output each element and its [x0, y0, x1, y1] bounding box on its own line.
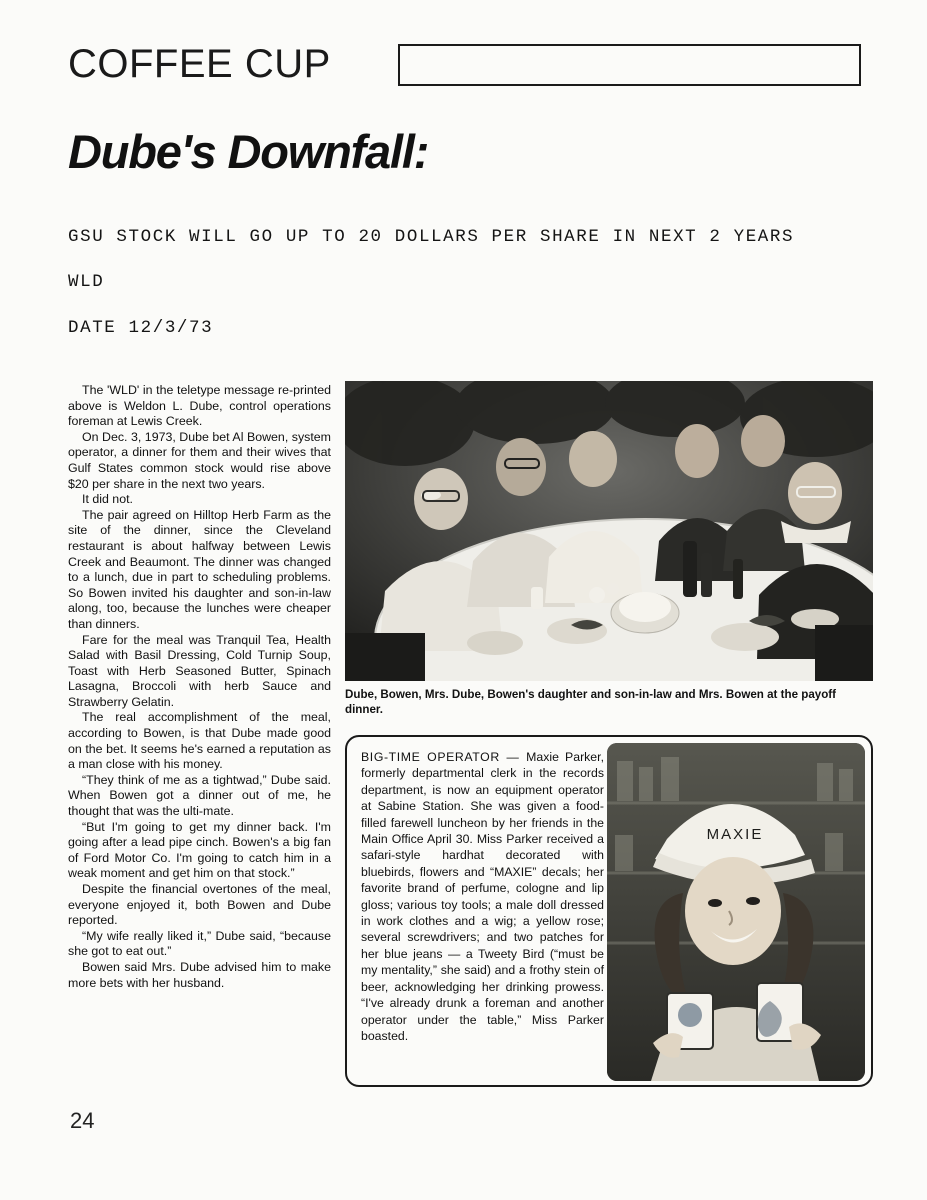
maxie-parker-photograph — [607, 743, 865, 1081]
teletype-line-3: DATE 12/3/73 — [68, 317, 214, 338]
article-paragraph: Despite the financial overtones of the meal, everyone enjoyed it, both Bowen and Dube reported. — [68, 882, 331, 928]
article-paragraph: Fare for the meal was Tranquil Tea, Health Salad with Basil Dressing, Cold Turnip Soup, Toast with Herb Seasoned Butter, Spinach Lasagna, Broccoli with herb Sauce and Strawberry Gelatin. — [68, 632, 331, 709]
masthead-banner-rule-icon — [398, 44, 861, 86]
boxed-sidebar-item — [345, 735, 873, 1087]
article-paragraph: “But I'm going to get my dinner back. I'm going after a lead pipe cinch. Bowen's a big fan of Ford Motor Co. I'm going to catch him in a weak moment and get him on that stock.” — [68, 819, 331, 881]
article-paragraph: “My wife really liked it,” Dube said, “because she got to eat out.” — [68, 928, 331, 959]
article-body-column — [68, 383, 331, 991]
article-headline: Dube's Downfall: — [68, 125, 429, 178]
svg-text:MAXIE: MAXIE — [706, 826, 764, 843]
boxed-item-body: Maxie Parker, formerly departmental clerk in the records department, is now an equipment operator at Sabine Station. She was given a food-filled farewell luncheon by her friends in the Main Office April 30. Miss Parker received a safari-style hardhat decorated with bluebirds, flowers and “MAXIE” decals; her favorite brand of perfume, cologne and lip gloss; various toy tools; a male doll dressed in work clothes and a wig; a yellow rose; several screwdrivers; and two patches for her blue jeans — a Tweety Bird (“must be my mentality,” she said) and a frothy stein of beer, acknowledging her drinking prowess. “I've already drunk a foreman and another operator under the table,” Miss Parker boasted. — [361, 750, 604, 1043]
teletype-line-1: GSU STOCK WILL GO UP TO 20 DOLLARS PER SHARE IN NEXT 2 YEARS — [68, 227, 795, 247]
teletype-message — [68, 228, 868, 338]
boxed-item-lead-in: BIG-TIME OPERATOR — — [361, 750, 527, 764]
article-paragraph: Bowen said Mrs. Dube advised him to make more bets with her husband. — [68, 959, 331, 990]
photo-caption: Dube, Bowen, Mrs. Dube, Bowen's daughter and son-in-law and Mrs. Bowen at the payoff dinner. — [345, 688, 837, 716]
teletype-line-2: WLD — [68, 272, 105, 293]
article-paragraph: On Dec. 3, 1973, Dube bet Al Bowen, system operator, a dinner for them and their wives that Gulf States common stock would rise above $20 per share in the next two years. — [68, 429, 331, 491]
masthead-title: COFFEE CUP — [68, 42, 331, 86]
boxed-item-text — [361, 749, 604, 1044]
article-paragraph: The 'WLD' in the teletype message re-printed above is Weldon L. Dube, control operations foreman at Lewis Creek. — [68, 383, 331, 429]
payoff-dinner-photograph — [345, 381, 873, 681]
article-paragraph: The pair agreed on Hilltop Herb Farm as the site of the dinner, since the Cleveland restaurant is about halfway between Lewis Creek and Beaumont. The dinner was changed to a lunch, due in part to scheduling problems. So Bowen invited his daughter and son-in-law along, too, because the lunches were cheaper than dinners. — [68, 507, 331, 631]
article-paragraph: The real accomplishment of the meal, according to Bowen, is that Dube made good on the bet. It seems he's earned a reputation as a man close with his money. — [68, 710, 331, 772]
masthead — [68, 40, 868, 96]
page-number: 24 — [70, 1108, 95, 1133]
article-paragraph: It did not. — [82, 492, 133, 507]
article-paragraph: “They think of me as a tightwad,” Dube said. When Bowen got a dinner out of me, he thought that was the ulti-mate. — [68, 772, 331, 819]
